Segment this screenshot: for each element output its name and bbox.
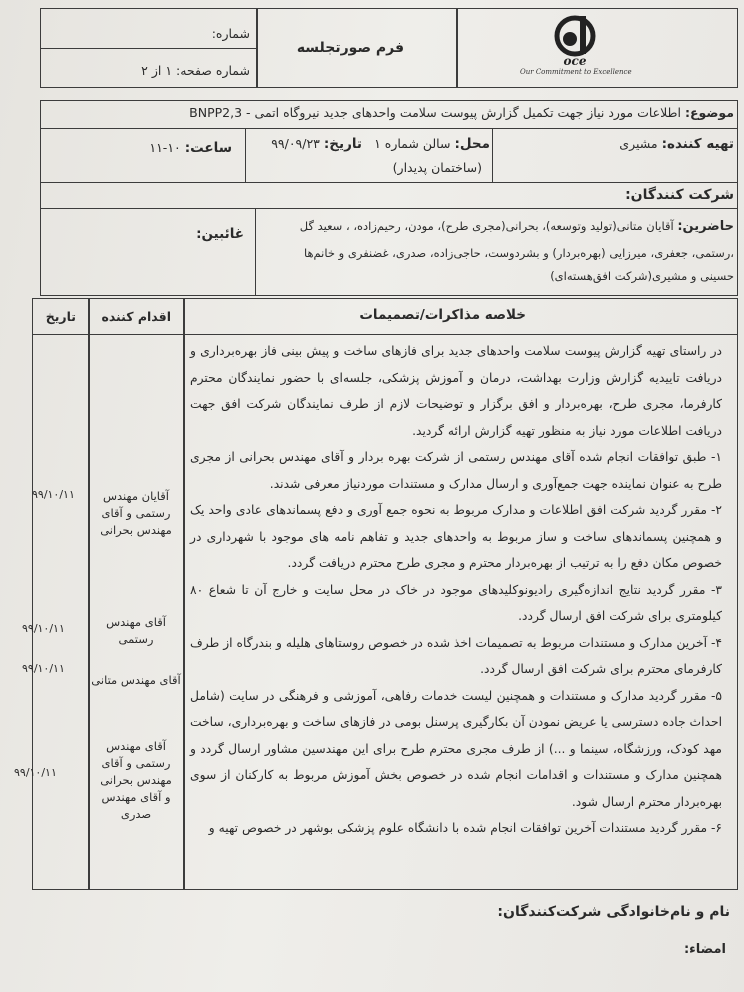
absent-label: غائبین: — [196, 226, 244, 242]
time-row — [149, 140, 232, 156]
decision-item-5: ۵- مقرر گردید مدارک و مستندات و همچنین لیست خدمات رفاهی، آموزشی و فرهنگی در سایت (شامل احداث جاده دسترسی یا عریض نمودن آن بکارگیری پرسنل بومی در فازهای ساخت و بهره‌برداری، ساخت مهد کودک، ورزشگاه، سینما و ...) از طرف مجری محترم طرح برای این مهندسین مشاور ارسال گردد و همچنین مدارک و مستندات و اقدامات انجام شده در خصوص بخش آموزش مربوط به کارکنان از سوی بهره‌بردار محترم ارسال شود. — [189, 688, 722, 809]
date-row — [271, 136, 362, 152]
actor-item-5: آقای مهندس رستمی و آقای مهندس بحرانی و آقای مهندس صدری — [100, 739, 172, 821]
decision-item-1: ۱- طبق توافقات انجام شده آقای مهندس رستمی از شرکت بهره بردار و آقای مهندس بحرانی از مجری طرح به عنوان نماینده جهت جمع‌آوری و ارسال مدارک و مستندات موردنیاز معرفی شدند. — [190, 450, 722, 491]
logo-text: oce — [563, 54, 587, 68]
date-item-5: ۹۹/۱۰/۱۱ — [14, 766, 57, 779]
date-item-4: ۹۹/۱۰/۱۱ — [22, 662, 65, 675]
decision-item-2: ۲- مقرر گردید شرکت افق اطلاعات و مدارک مربوط به نحوه جمع آوری و دفع پسماندهای عادی واحد یک و همچنین پسماندهای ساخت و ساز مربوط به واحدهای جدید و تفاهم نامه های موجود با شهرداری در خصوص مکان دفع را به ترتیب از بهره‌بردار محترم و مجری طرح محترم دریافت گردد. — [190, 503, 722, 570]
oce-logo — [520, 12, 630, 84]
present-line-2: ،رستمی، جعفری، میرزایی (بهره‌بردار) و بشردوست، حاجی‌زاده، صدری، غضنفری و خانم‌ها — [303, 246, 734, 260]
summary-body — [190, 338, 722, 842]
date-label: تاریخ: — [323, 136, 362, 152]
info-line-1 — [40, 128, 738, 129]
location-label: محل: — [454, 136, 490, 152]
col-date-header: تاریخ — [45, 309, 76, 324]
logo-slogan: Our Commitment to Excellence — [520, 68, 632, 76]
header-divider-2 — [456, 8, 458, 88]
date-item-3: ۹۹/۱۰/۱۱ — [22, 622, 65, 635]
actor-item-3: آقای مهندس رستمی — [106, 615, 166, 646]
decision-item-3: ۳- مقرر گردید نتایج اندازه‌گیری رادیونوکلیدهای موجود در خاک در محل سایت و خارج آن تا شعاع ۸۰ کیلومتری برای شرکت افق ارسال گردد. — [190, 582, 722, 623]
col-action-header: اقدام کننده — [101, 309, 171, 324]
col-summary-header: خلاصه مذاکرات/تصمیمات — [359, 307, 526, 323]
present-line-3: حسینی و مشیری(شرکت افق‌هسته‌ای) — [550, 269, 734, 283]
decision-item-4: ۴- آخرین مدارک و مستندات مربوط به تصمیمات اخذ شده در خصوص روستاهای هلیله و بندرگاه از طرف کارفرمای محترم برای شرکت افق ارسال گردد. — [190, 635, 722, 676]
present-line-1 — [300, 218, 734, 235]
location-value: سالن شماره ۱ — [374, 136, 451, 151]
info-vdiv-b — [492, 128, 493, 182]
participants-names-label: نام و نام‌خانوادگی شرکت‌کنندگان: — [497, 904, 730, 920]
subject-row — [189, 105, 734, 121]
form-number-label: شماره: — [211, 26, 250, 41]
present-label: حاضرین: — [677, 219, 734, 234]
time-label: ساعت: — [184, 140, 232, 156]
preparer-row — [619, 136, 734, 152]
info-line-3 — [40, 208, 738, 209]
location-value-2: (ساختمان پدیدار) — [392, 160, 482, 175]
date-item-2: ۹۹/۱۰/۱۱ — [32, 488, 75, 501]
preparer-label: تهیه کننده: — [661, 136, 734, 152]
info-vdiv-c — [255, 208, 256, 296]
participants-heading: شرکت کنندگان: — [625, 187, 734, 203]
time-value: ۱۰-۱۱ — [149, 140, 181, 155]
info-line-2 — [40, 182, 738, 183]
subject-text: اطلاعات مورد نیاز جهت تکمیل گزارش پیوست سلامت واحدهای جدید نیروگاه اتمی - BNPP2,3 — [189, 105, 681, 120]
intro-paragraph: در راستای تهیه گزارش پیوست سلامت واحدهای جدید برای فازهای ساخت و پیش بینی فاز بهره‌برداری و دریافت تاییدیه گزارش وزارت بهداشت، درمان و آموزش پزشکی، جلسه‌ای با حضور نمایندگان محترم کارفرما، مجری طرح، بهره‌بردار و افق برگزار و توضیحات لازم از طرف نمایندگان شرکت افق جهت دریافت اطلاعات مورد نیاز به منظور تهیه گزارش ارائه گردید. — [190, 344, 722, 438]
info-vdiv-a — [245, 128, 246, 182]
location-row — [374, 136, 490, 152]
present-names-1: آقایان متانی(تولید وتوسعه)، بحرانی(مجری طرح)، مودن، رحیم‌زاده، ، سعید گل — [299, 219, 674, 233]
actor-item-2: آقایان مهندس رستمی و آقای مهندس بحرانی — [100, 489, 172, 537]
header-divider-1 — [256, 8, 258, 88]
table-header-line — [32, 334, 738, 335]
table-col-div-2 — [183, 298, 185, 890]
table-col-div-1 — [88, 298, 90, 890]
form-title: فرم صورتجلسه — [296, 40, 404, 56]
header-mid-line — [40, 48, 256, 49]
preparer-value: مشیری — [619, 136, 658, 151]
date-value: ۹۹/۰۹/۲۳ — [271, 136, 320, 151]
page-number-label: شماره صفحه: ۱ از ۲ — [141, 63, 250, 78]
decision-item-6: ۶- مقرر گردید مستندات آخرین توافقات انجام شده با دانشگاه علوم پزشکی بوشهر در خصوص تهیه و — [208, 821, 722, 835]
subject-label: موضوع: — [684, 105, 734, 120]
signature-label: امضاء: — [683, 942, 726, 957]
actor-item-4: آقای مهندس متانی — [91, 673, 181, 687]
